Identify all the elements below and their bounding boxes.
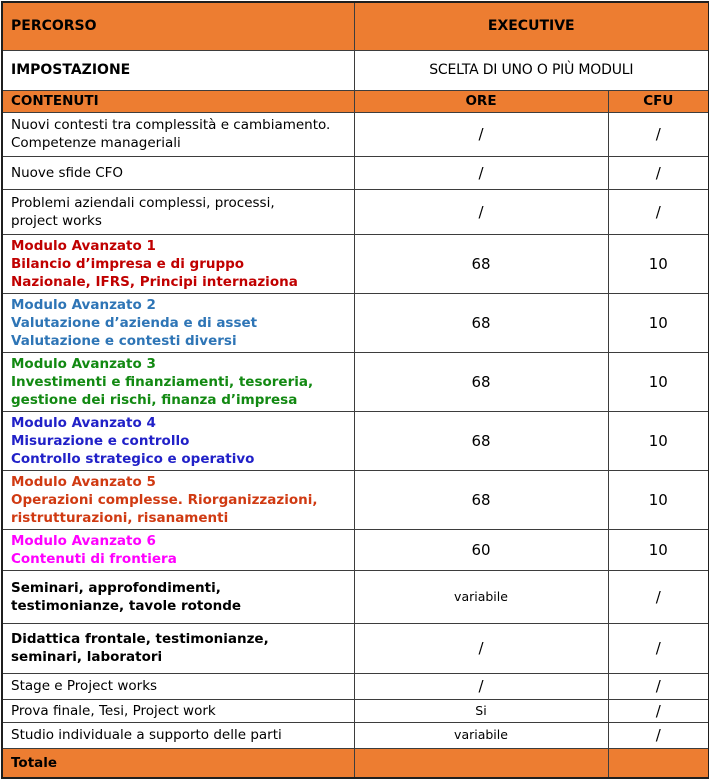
table-footer	[2, 748, 709, 778]
totale-label-cell: Totale	[2, 748, 354, 778]
row-content-cell: Nuove sfide CFO	[2, 156, 354, 189]
row-cfu-cell: /	[608, 699, 709, 722]
table-row	[2, 234, 709, 293]
row-cfu-cell: 10	[608, 411, 709, 470]
table-header	[2, 2, 709, 112]
row-content-cell: Modulo Avanzato 2 Valutazione d’azienda e di asset Valutazione e contesti diversi	[2, 293, 354, 352]
row-cfu-cell: /	[608, 623, 709, 673]
row-ore-cell: /	[354, 156, 608, 189]
table-row	[2, 411, 709, 470]
row-content-cell: Seminari, approfondimenti, testimonianze, tavole rotonde	[2, 570, 354, 623]
row-cfu-cell: 10	[608, 470, 709, 529]
row-ore-cell: variabile	[354, 722, 608, 748]
header-row-percorso	[2, 2, 709, 50]
row-ore-cell: /	[354, 189, 608, 234]
table-row	[2, 699, 709, 722]
header-row-impostazione	[2, 50, 709, 90]
program-table	[1, 1, 709, 779]
impostazione-label-cell: IMPOSTAZIONE	[2, 50, 354, 90]
table-row	[2, 352, 709, 411]
executive-header-cell: EXECUTIVE	[354, 2, 709, 50]
content-rows	[2, 112, 709, 748]
row-cfu-cell: 10	[608, 529, 709, 570]
row-ore-cell: /	[354, 673, 608, 699]
table-row	[2, 623, 709, 673]
row-content-cell: Problemi aziendali complessi, processi, project works	[2, 189, 354, 234]
table-row	[2, 722, 709, 748]
row-cfu-cell: /	[608, 722, 709, 748]
row-content-cell: Didattica frontale, testimonianze, seminari, laboratori	[2, 623, 354, 673]
totale-row	[2, 748, 709, 778]
table-row	[2, 529, 709, 570]
row-content-cell: Modulo Avanzato 5 Operazioni complesse. Riorganizzazioni, ristrutturazioni, risanamenti	[2, 470, 354, 529]
row-ore-cell: 68	[354, 352, 608, 411]
cfu-column-header: CFU	[608, 90, 709, 112]
row-cfu-cell: 10	[608, 352, 709, 411]
header-row-columns	[2, 90, 709, 112]
row-content-cell: Modulo Avanzato 1 Bilancio d’impresa e di gruppo Nazionale, IFRS, Principi internaziona	[2, 234, 354, 293]
row-cfu-cell: 10	[608, 234, 709, 293]
row-cfu-cell: /	[608, 112, 709, 156]
row-ore-cell: /	[354, 623, 608, 673]
contenuti-column-header: CONTENUTI	[2, 90, 354, 112]
row-content-cell: Nuovi contesti tra complessità e cambiamento. Competenze manageriali	[2, 112, 354, 156]
row-ore-cell: 68	[354, 293, 608, 352]
percorso-header-cell: PERCORSO	[2, 2, 354, 50]
impostazione-value-cell: SCELTA DI UNO O PIÙ MODULI	[354, 50, 709, 90]
row-ore-cell: 68	[354, 234, 608, 293]
row-content-cell: Prova finale, Tesi, Project work	[2, 699, 354, 722]
row-ore-cell: Si	[354, 699, 608, 722]
totale-cfu-cell	[608, 748, 709, 778]
row-ore-cell: /	[354, 112, 608, 156]
totale-ore-cell	[354, 748, 608, 778]
table-row	[2, 570, 709, 623]
row-cfu-cell: /	[608, 156, 709, 189]
row-cfu-cell: /	[608, 673, 709, 699]
table-row	[2, 293, 709, 352]
row-content-cell: Studio individuale a supporto delle parti	[2, 722, 354, 748]
row-content-cell: Stage e Project works	[2, 673, 354, 699]
row-ore-cell: 60	[354, 529, 608, 570]
table-row	[2, 156, 709, 189]
table-row	[2, 112, 709, 156]
row-ore-cell: 68	[354, 470, 608, 529]
row-ore-cell: 68	[354, 411, 608, 470]
row-content-cell: Modulo Avanzato 6 Contenuti di frontiera	[2, 529, 354, 570]
ore-column-header: ORE	[354, 90, 608, 112]
row-cfu-cell: /	[608, 189, 709, 234]
table-row	[2, 189, 709, 234]
row-cfu-cell: 10	[608, 293, 709, 352]
table-row	[2, 673, 709, 699]
row-cfu-cell: /	[608, 570, 709, 623]
table-row	[2, 470, 709, 529]
row-ore-cell: variabile	[354, 570, 608, 623]
row-content-cell: Modulo Avanzato 3 Investimenti e finanziamenti, tesoreria, gestione dei rischi, finanza d’impresa	[2, 352, 354, 411]
row-content-cell: Modulo Avanzato 4 Misurazione e controllo Controllo strategico e operativo	[2, 411, 354, 470]
